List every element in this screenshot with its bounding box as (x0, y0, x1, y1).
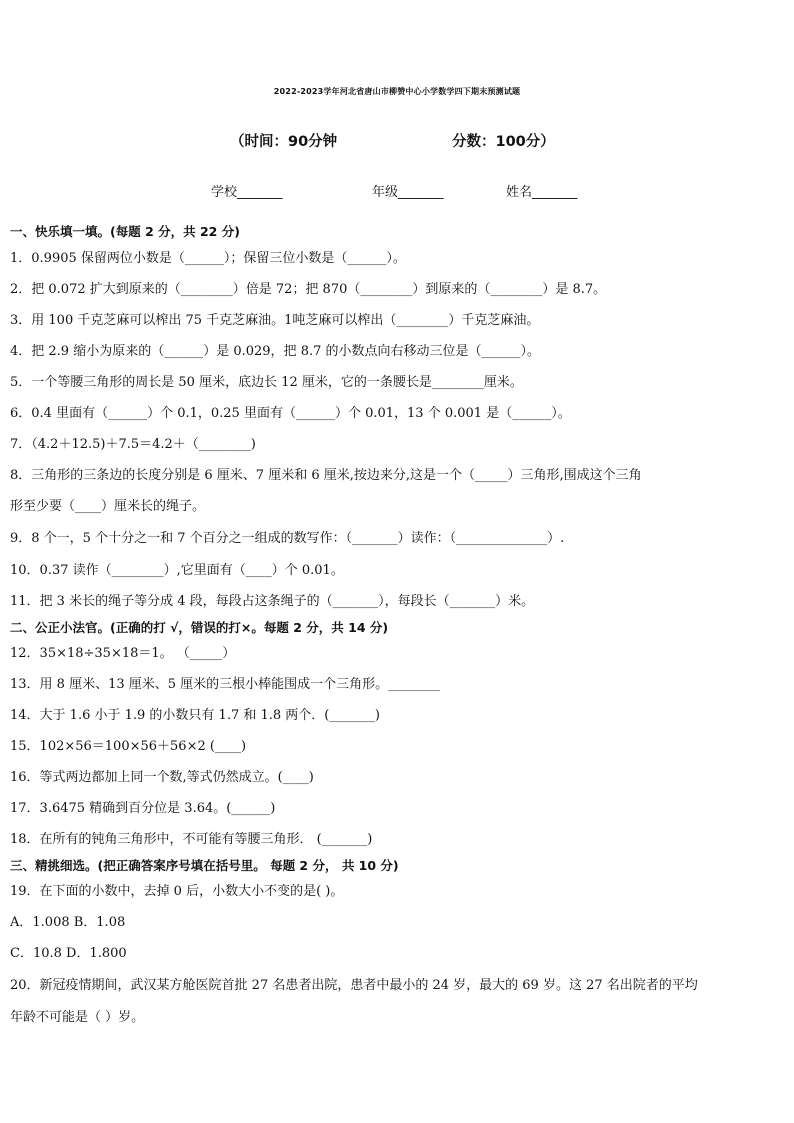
question-line: 2．把 0.072 扩大到原来的（________）倍是 72；把 870（________）到原来的（________）是 8.7。 (10, 282, 607, 297)
school-field: 学校_______ (211, 185, 283, 200)
option-line: C．10.8 D．1.800 (10, 946, 127, 961)
question-line: 年龄不可能是（ ）岁。 (10, 1010, 145, 1025)
exam-score: 分数：100分） (452, 134, 555, 150)
question-line: 14．大于 1.6 小于 1.9 的小数只有 1.7 和 1.8 两个．(_______) (10, 708, 380, 723)
question-line: 19．在下面的小数中，去掉 0 后，小数大小不变的是( )。 (10, 884, 344, 899)
question-line: 6．0.4 里面有（______）个 0.1，0.25 里面有（______）个 0.01，13 个 0.001 是（______）。 (10, 406, 571, 421)
name-field: 姓名_______ (506, 185, 578, 200)
question-line: 1．0.9905 保留两位小数是（______）；保留三位小数是（______）。 (10, 251, 406, 266)
page-title: 2022-2023学年河北省唐山市柳赞中心小学数学四下期末预测试题 (273, 87, 521, 96)
question-line: 8．三角形的三条边的长度分别是 6 厘米、7 厘米和 6 厘米,按边来分,这是一个（_____）三角形,围成这个三角 (10, 468, 642, 483)
exam-time: （时间：90分钟 (230, 134, 338, 150)
question-line: 13．用 8 厘米、13 厘米、5 厘米的三根小棒能围成一个三角形。________ (10, 677, 441, 692)
question-line: 20．新冠疫情期间，武汉某方舱医院首批 27 名患者出院，患者中最小的 24 岁，最大的 69 岁。这 27 名出院者的平均 (10, 978, 698, 993)
section-heading-2: 二、公正小法官。(正确的打 √，错误的打×。每题 2 分，共 14 分) (10, 620, 389, 635)
section-heading-3: 三、精挑细选。(把正确答案序号填在括号里。 每题 2 分， 共 10 分) (10, 858, 399, 873)
grade-field: 年级_______ (372, 185, 444, 200)
question-line: 9．8 个一，5 个十分之一和 7 个百分之一组成的数写作：（_______）读作：（______________）. (10, 531, 565, 546)
question-line: 16．等式两边都加上同一个数,等式仍然成立。(____) (10, 770, 314, 785)
question-line: 17．3.6475 精确到百分位是 3.64。(______) (10, 801, 276, 816)
question-line: 18．在所有的钝角三角形中，不可能有等腰三角形． (_______) (10, 832, 373, 847)
question-line: 形至少要（____）厘米长的绳子。 (10, 499, 206, 514)
question-line: 3．用 100 千克芝麻可以榨出 75 千克芝麻油。1吨芝麻可以榨出（________）千克芝麻油。 (10, 313, 540, 328)
section-heading-1: 一、快乐填一填。(每题 2 分，共 22 分) (10, 224, 240, 239)
question-line: 10．0.37 读作（________）,它里面有（____）个 0.01。 (10, 563, 344, 578)
question-line: 5．一个等腰三角形的周长是 50 厘米，底边长 12 厘米，它的一条腰长是________厘米。 (10, 375, 523, 390)
question-line: 7．（4.2＋12.5)＋7.5＝4.2＋（________) (10, 437, 256, 452)
question-line: 12．35×18÷35×18＝1。 （_____） (10, 646, 236, 661)
question-line: 11．把 3 米长的绳子等分成 4 段，每段占这条绳子的（_______），每段长（_______）米。 (10, 594, 535, 609)
option-line: A．1.008 B．1.08 (10, 915, 126, 930)
question-line: 15．102×56＝100×56＋56×2 (____) (10, 739, 247, 754)
question-line: 4．把 2.9 缩小为原来的（______）是 0.029，把 8.7 的小数点向右移动三位是（______）。 (10, 344, 540, 359)
